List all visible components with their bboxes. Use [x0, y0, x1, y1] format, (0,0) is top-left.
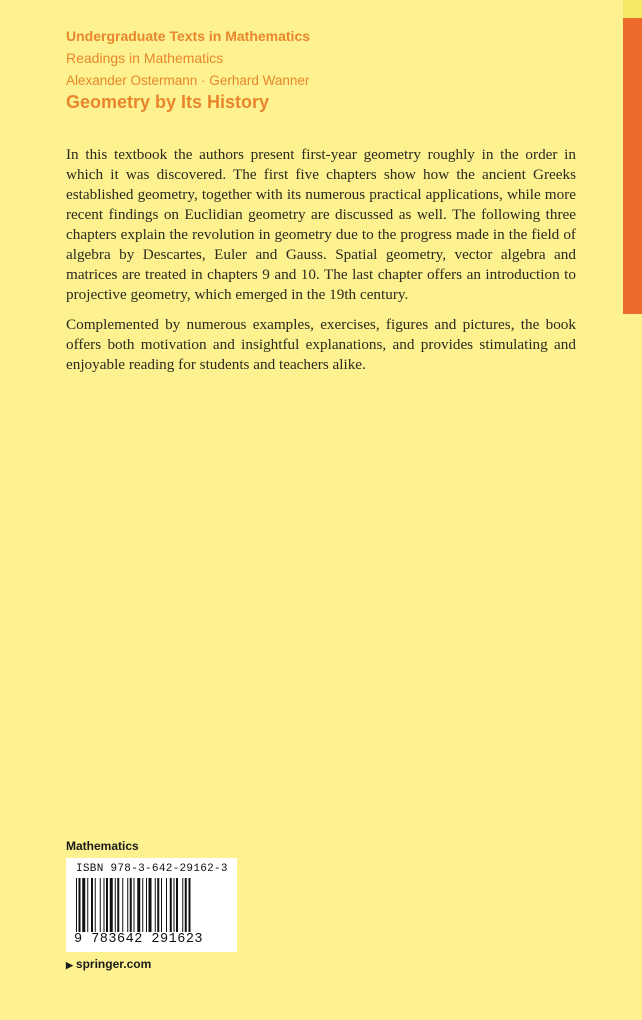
book-description: [66, 145, 576, 385]
publisher-link[interactable]: [66, 957, 151, 971]
authors: Alexander Ostermann · Gerhard Wanner: [66, 73, 310, 88]
description-paragraph-1: In this textbook the authors present first-year geometry roughly in the order in which it was discovered. The first five chapters show how the ancient Greeks established geometry, together with its numerous practical applications, while more recent findings on Euclidian geometry are discussed as well. The following three chapters explain the revolution in geometry due to the progress made in the field of algebra by Descartes, Euler and Gauss. Spatial geometry, vector algebra and matrices are treated in chapters 9 and 10. The last chapter offers an introduction to projective geometry, which emerged in the 19th century.: [66, 146, 576, 303]
sub-series-title: Readings in Mathematics: [66, 50, 224, 66]
subject-label: Mathematics: [66, 839, 139, 853]
barcode: [66, 858, 237, 952]
publisher-url: springer.com: [75, 957, 152, 971]
ean-digits: 9 783642 291623: [74, 932, 229, 947]
orange-edge-stripe: [623, 18, 642, 314]
series-title: Undergraduate Texts in Mathematics: [66, 28, 311, 44]
barcode-bars: [76, 878, 226, 934]
book-title: Geometry by Its History: [66, 92, 270, 112]
isbn-label: ISBN 978-3-642-29162-3: [76, 863, 228, 875]
description-paragraph-2: Complemented by numerous examples, exercises, figures and pictures, the book offers both motivation and insightful explanations, and provides stimulating and enjoyable reading for students and teachers alike.: [66, 316, 576, 373]
arrow-icon: ▶: [66, 960, 73, 970]
spine-highlight: [623, 0, 642, 18]
series-block: [66, 25, 310, 69]
